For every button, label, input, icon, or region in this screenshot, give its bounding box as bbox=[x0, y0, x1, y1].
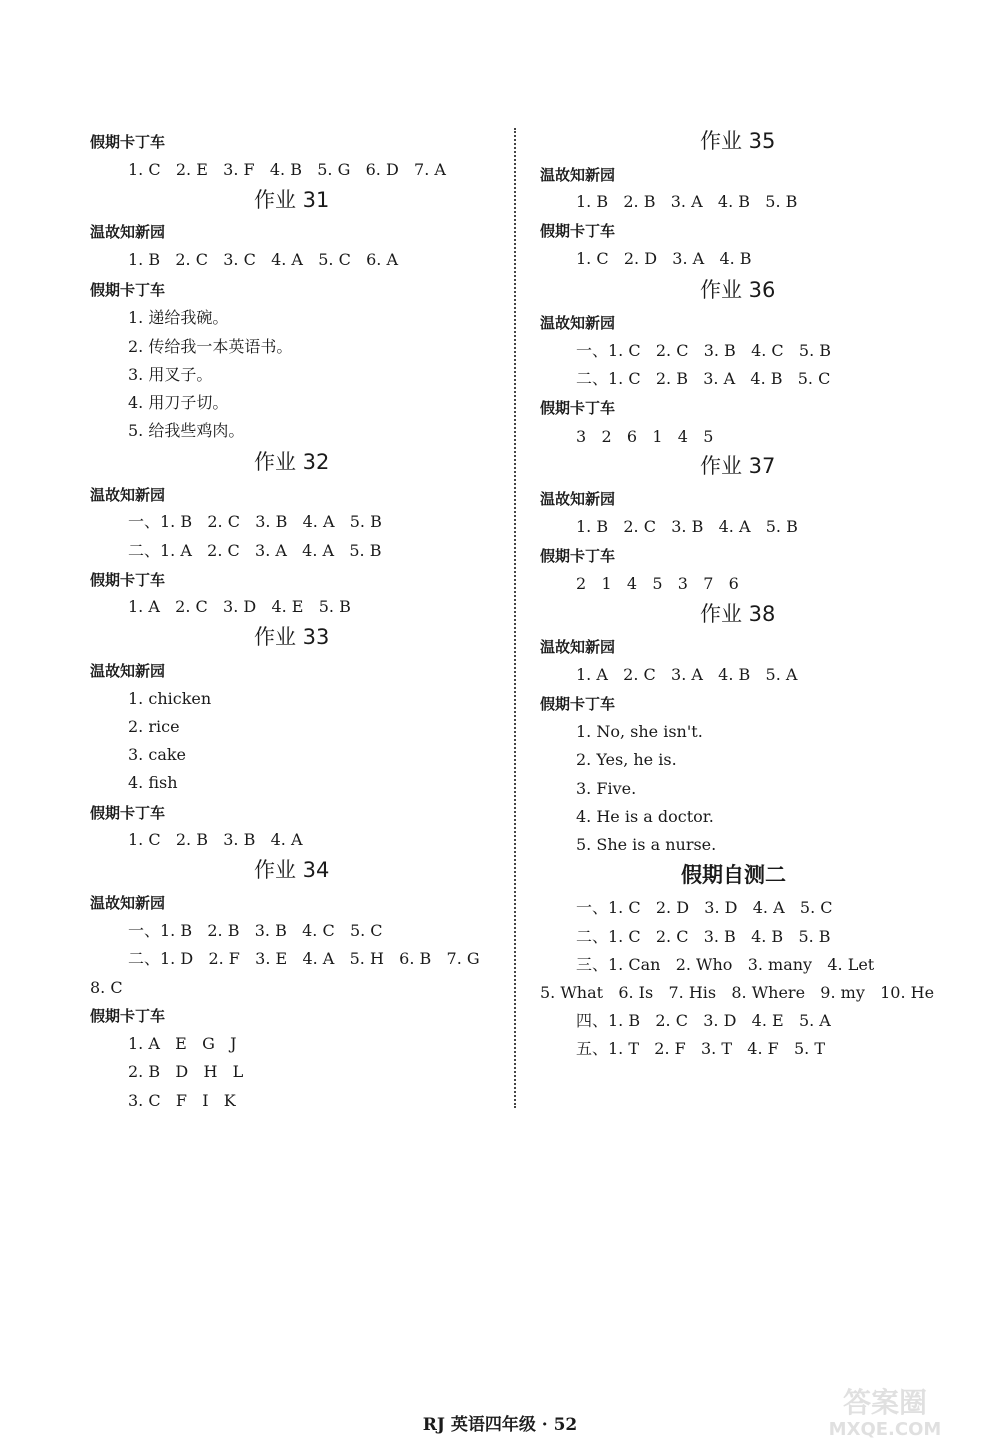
answer-line: 5. What 6. Is 7. His 8. Where 9. my 10. He bbox=[540, 983, 935, 1002]
answer-line: 2. B D H L bbox=[128, 1062, 244, 1081]
column-divider bbox=[514, 128, 516, 1108]
section-label: 假期卡丁车 bbox=[90, 1007, 166, 1025]
homework-title: 作业 31 bbox=[254, 188, 330, 212]
answer-line: 4. 用刀子切。 bbox=[128, 393, 229, 412]
section-label: 温故知新园 bbox=[540, 314, 616, 332]
answer-line: 一、1. C 2. C 3. B 4. C 5. B bbox=[576, 341, 832, 360]
answer-line: 3. C F I K bbox=[128, 1091, 236, 1110]
homework-title: 作业 33 bbox=[254, 625, 330, 649]
homework-title: 作业 35 bbox=[700, 129, 776, 153]
answer-line: 1. A 2. C 3. A 4. B 5. A bbox=[576, 665, 798, 684]
answer-line: 1. B 2. C 3. C 4. A 5. C 6. A bbox=[128, 250, 398, 269]
answer-line: 一、1. B 2. B 3. B 4. C 5. C bbox=[128, 921, 383, 940]
answer-line: 二、1. C 2. B 3. A 4. B 5. C bbox=[576, 369, 831, 388]
answer-line: 一、1. B 2. C 3. B 4. A 5. B bbox=[128, 512, 382, 531]
answer-line: 三、1. Can 2. Who 3. many 4. Let bbox=[576, 955, 875, 974]
answer-line: 5. She is a nurse. bbox=[576, 835, 717, 854]
svg-text:MXQE.COM: MXQE.COM bbox=[828, 1419, 942, 1440]
section-label: 温故知新园 bbox=[90, 894, 166, 912]
answer-line: 二、1. A 2. C 3. A 4. A 5. B bbox=[128, 541, 382, 560]
homework-title: 作业 34 bbox=[254, 858, 330, 882]
section-label: 假期卡丁车 bbox=[540, 399, 616, 417]
answer-line: 2 1 4 5 3 7 6 bbox=[576, 574, 739, 593]
answer-line: 3. cake bbox=[128, 745, 187, 764]
section-label: 假期卡丁车 bbox=[90, 133, 166, 151]
homework-title: 作业 36 bbox=[700, 278, 776, 302]
answer-line: 4. He is a doctor. bbox=[576, 807, 714, 826]
answer-line: 1. A 2. C 3. D 4. E 5. B bbox=[128, 597, 351, 616]
homework-title: 作业 32 bbox=[254, 450, 330, 474]
answer-line: 2. rice bbox=[128, 717, 180, 736]
answer-line: 1. 递给我碗。 bbox=[128, 308, 229, 327]
answer-line: 二、1. C 2. C 3. B 4. B 5. B bbox=[576, 927, 831, 946]
section-label: 温故知新园 bbox=[90, 486, 166, 504]
section-label: 温故知新园 bbox=[540, 166, 616, 184]
answer-line: 1. C 2. B 3. B 4. A bbox=[128, 830, 303, 849]
answer-line: 5. 给我些鸡肉。 bbox=[128, 421, 245, 440]
homework-title: 作业 37 bbox=[700, 454, 776, 478]
section-label: 假期卡丁车 bbox=[90, 571, 166, 589]
answer-line: 1. C 2. D 3. A 4. B bbox=[576, 249, 752, 268]
section-label: 假期卡丁车 bbox=[540, 222, 616, 240]
section-label: 温故知新园 bbox=[90, 662, 166, 680]
answer-line: 4. fish bbox=[128, 773, 178, 792]
section-label: 温故知新园 bbox=[90, 223, 166, 241]
page-footer: RJ 英语四年级 · 52 bbox=[422, 1415, 578, 1435]
answer-line: 四、1. B 2. C 3. D 4. E 5. A bbox=[576, 1011, 831, 1030]
section-label: 假期卡丁车 bbox=[90, 281, 166, 299]
answer-line: 2. 传给我一本英语书。 bbox=[128, 337, 293, 356]
section-label: 假期卡丁车 bbox=[90, 804, 166, 822]
section-label: 假期卡丁车 bbox=[540, 695, 616, 713]
answer-line: 1. B 2. B 3. A 4. B 5. B bbox=[576, 192, 798, 211]
answer-line: 一、1. C 2. D 3. D 4. A 5. C bbox=[576, 898, 833, 917]
answer-line: 1. B 2. C 3. B 4. A 5. B bbox=[576, 517, 798, 536]
answer-line: 1. A E G J bbox=[128, 1034, 237, 1053]
watermark-logo bbox=[800, 1380, 970, 1440]
answer-line: 8. C bbox=[90, 978, 123, 997]
section-label: 温故知新园 bbox=[540, 638, 616, 656]
answer-line: 1. C 2. E 3. F 4. B 5. G 6. D 7. A bbox=[128, 160, 446, 179]
answer-line: 1. chicken bbox=[128, 689, 212, 708]
answer-line: 3 2 6 1 4 5 bbox=[576, 427, 714, 446]
section-label: 假期卡丁车 bbox=[540, 547, 616, 565]
answer-line: 五、1. T 2. F 3. T 4. F 5. T bbox=[576, 1039, 826, 1058]
section-label: 温故知新园 bbox=[540, 490, 616, 508]
svg-text:答案圈: 答案圈 bbox=[842, 1386, 928, 1419]
homework-title: 作业 38 bbox=[700, 602, 776, 626]
answer-line: 3. 用叉子。 bbox=[128, 365, 213, 384]
answer-line: 2. Yes, he is. bbox=[576, 750, 677, 769]
answer-line: 3. Five. bbox=[576, 779, 637, 798]
answer-line: 二、1. D 2. F 3. E 4. A 5. H 6. B 7. G bbox=[128, 949, 480, 968]
answer-line: 1. No, she isn't. bbox=[576, 722, 703, 741]
self-test-title: 假期自测二 bbox=[681, 863, 786, 887]
